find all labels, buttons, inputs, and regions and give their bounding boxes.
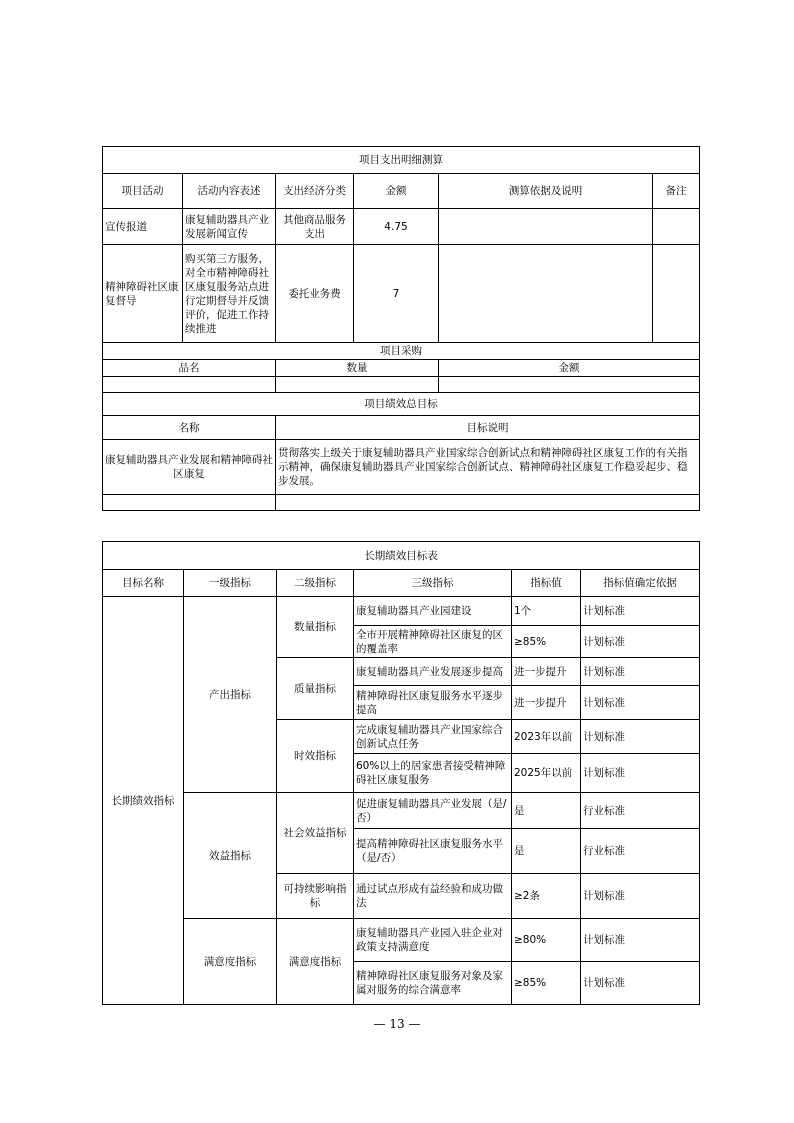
basis-cell: 计划标准 bbox=[581, 754, 700, 793]
page-number: — 13 — bbox=[373, 1017, 421, 1031]
procurement-header-amount: 金额 bbox=[439, 360, 700, 377]
budget-header-category: 支出经济分类 bbox=[276, 174, 354, 209]
value-cell: 是 bbox=[512, 793, 581, 829]
level2-sustainable: 可持续影响指标 bbox=[277, 874, 354, 919]
basis-cell: 行业标准 bbox=[581, 829, 700, 874]
level1-benefit: 效益指标 bbox=[184, 793, 277, 919]
value-cell: 1个 bbox=[512, 597, 581, 626]
remark-cell bbox=[653, 245, 700, 343]
table-row bbox=[103, 597, 700, 626]
procurement-header-quantity: 数量 bbox=[276, 360, 439, 377]
level2-timeliness: 时效指标 bbox=[277, 720, 354, 793]
goal-name: 康复辅助器具产业发展和精神障碍社区康复 bbox=[103, 440, 276, 495]
level3-cell: 提高精神障碍社区康复服务水平（是/否） bbox=[354, 829, 512, 874]
basis-cell: 计划标准 bbox=[581, 720, 700, 754]
table-row bbox=[103, 919, 700, 962]
amount-cell: 4.75 bbox=[354, 209, 439, 245]
level3-cell: 精神障碍社区康复服务对象及家属对服务的综合满意率 bbox=[354, 962, 512, 1005]
basis-cell: 计划标准 bbox=[581, 874, 700, 919]
table-row bbox=[103, 209, 700, 245]
level3-cell: 通过试点形成有益经验和成功做法 bbox=[354, 874, 512, 919]
category-cell: 委托业务费 bbox=[276, 245, 354, 343]
value-cell: 是 bbox=[512, 829, 581, 874]
goals-header-description: 目标说明 bbox=[276, 416, 700, 440]
budget-header-activity: 项目活动 bbox=[103, 174, 183, 209]
budget-table bbox=[102, 146, 700, 511]
level3-cell: 促进康复辅助器具产业发展（是/否） bbox=[354, 793, 512, 829]
longterm-header-target: 目标名称 bbox=[103, 570, 184, 597]
value-cell: 进一步提升 bbox=[512, 686, 581, 720]
budget-header-amount: 金额 bbox=[354, 174, 439, 209]
basis-cell: 计划标准 bbox=[581, 686, 700, 720]
level2-quantity: 数量指标 bbox=[277, 597, 354, 658]
budget-header-basis: 测算依据及说明 bbox=[439, 174, 653, 209]
level2-social: 社会效益指标 bbox=[277, 793, 354, 874]
level3-cell: 康复辅助器具产业发展逐步提高 bbox=[354, 658, 512, 686]
level3-cell: 康复辅助器具产业园入驻企业对政策支持满意度 bbox=[354, 919, 512, 962]
category-cell: 其他商品服务支出 bbox=[276, 209, 354, 245]
table-row bbox=[103, 495, 700, 511]
activity-cell: 精神障碍社区康复督导 bbox=[103, 245, 183, 343]
level2-satisfaction: 满意度指标 bbox=[277, 919, 354, 1005]
procurement-title: 项目采购 bbox=[103, 343, 700, 360]
longterm-header-level2: 二级指标 bbox=[277, 570, 354, 597]
basis-cell: 计划标准 bbox=[581, 919, 700, 962]
level2-quality: 质量指标 bbox=[277, 658, 354, 720]
table-row bbox=[103, 377, 700, 393]
value-cell: ≥2条 bbox=[512, 874, 581, 919]
value-cell: 进一步提升 bbox=[512, 658, 581, 686]
longterm-header-basis: 指标值确定依据 bbox=[581, 570, 700, 597]
level3-cell: 康复辅助器具产业园建设 bbox=[354, 597, 512, 626]
procurement-header-name: 品名 bbox=[103, 360, 276, 377]
goals-title: 项目绩效总目标 bbox=[103, 393, 700, 416]
level1-satisfaction: 满意度指标 bbox=[184, 919, 277, 1005]
table-row bbox=[103, 245, 700, 343]
longterm-header-value: 指标值 bbox=[512, 570, 581, 597]
value-cell: ≥80% bbox=[512, 919, 581, 962]
remark-cell bbox=[653, 209, 700, 245]
goal-description: 贯彻落实上级关于康复辅助器具产业国家综合创新试点和精神障碍社区康复工作的有关指示精神，确保康复辅助器具产业国家综合创新试点、精神障碍社区康复工作稳妥起步、稳步发展。 bbox=[276, 440, 700, 495]
level1-output: 产出指标 bbox=[184, 597, 277, 793]
basis-cell: 计划标准 bbox=[581, 962, 700, 1005]
budget-header-remark: 备注 bbox=[653, 174, 700, 209]
budget-title: 项目支出明细测算 bbox=[103, 147, 700, 174]
longterm-title: 长期绩效目标表 bbox=[103, 542, 700, 570]
basis-cell bbox=[439, 209, 653, 245]
level3-cell: 60%以上的居家患者接受精神障碍社区康复服务 bbox=[354, 754, 512, 793]
longterm-header-level1: 一级指标 bbox=[184, 570, 277, 597]
basis-cell: 计划标准 bbox=[581, 626, 700, 658]
basis-cell: 计划标准 bbox=[581, 597, 700, 626]
basis-cell: 计划标准 bbox=[581, 658, 700, 686]
level3-cell: 全市开展精神障碍社区康复的区的覆盖率 bbox=[354, 626, 512, 658]
goals-header-name: 名称 bbox=[103, 416, 276, 440]
basis-cell bbox=[439, 245, 653, 343]
value-cell: ≥85% bbox=[512, 962, 581, 1005]
longterm-table bbox=[102, 541, 700, 1005]
basis-cell: 行业标准 bbox=[581, 793, 700, 829]
target-name-cell: 长期绩效指标 bbox=[103, 597, 184, 1005]
table-row bbox=[103, 793, 700, 829]
value-cell: 2025年以前 bbox=[512, 754, 581, 793]
longterm-header-level3: 三级指标 bbox=[354, 570, 512, 597]
content-cell: 购买第三方服务，对全市精神障碍社区康复服务站点进行定期督导并反馈评价，促进工作持续推进 bbox=[183, 245, 276, 343]
value-cell: ≥85% bbox=[512, 626, 581, 658]
content-cell: 康复辅助器具产业发展新闻宣传 bbox=[183, 209, 276, 245]
level3-cell: 精神障碍社区康复服务水平逐步提高 bbox=[354, 686, 512, 720]
level3-cell: 完成康复辅助器具产业国家综合创新试点任务 bbox=[354, 720, 512, 754]
budget-header-content: 活动内容表述 bbox=[183, 174, 276, 209]
amount-cell: 7 bbox=[354, 245, 439, 343]
activity-cell: 宣传报道 bbox=[103, 209, 183, 245]
value-cell: 2023年以前 bbox=[512, 720, 581, 754]
